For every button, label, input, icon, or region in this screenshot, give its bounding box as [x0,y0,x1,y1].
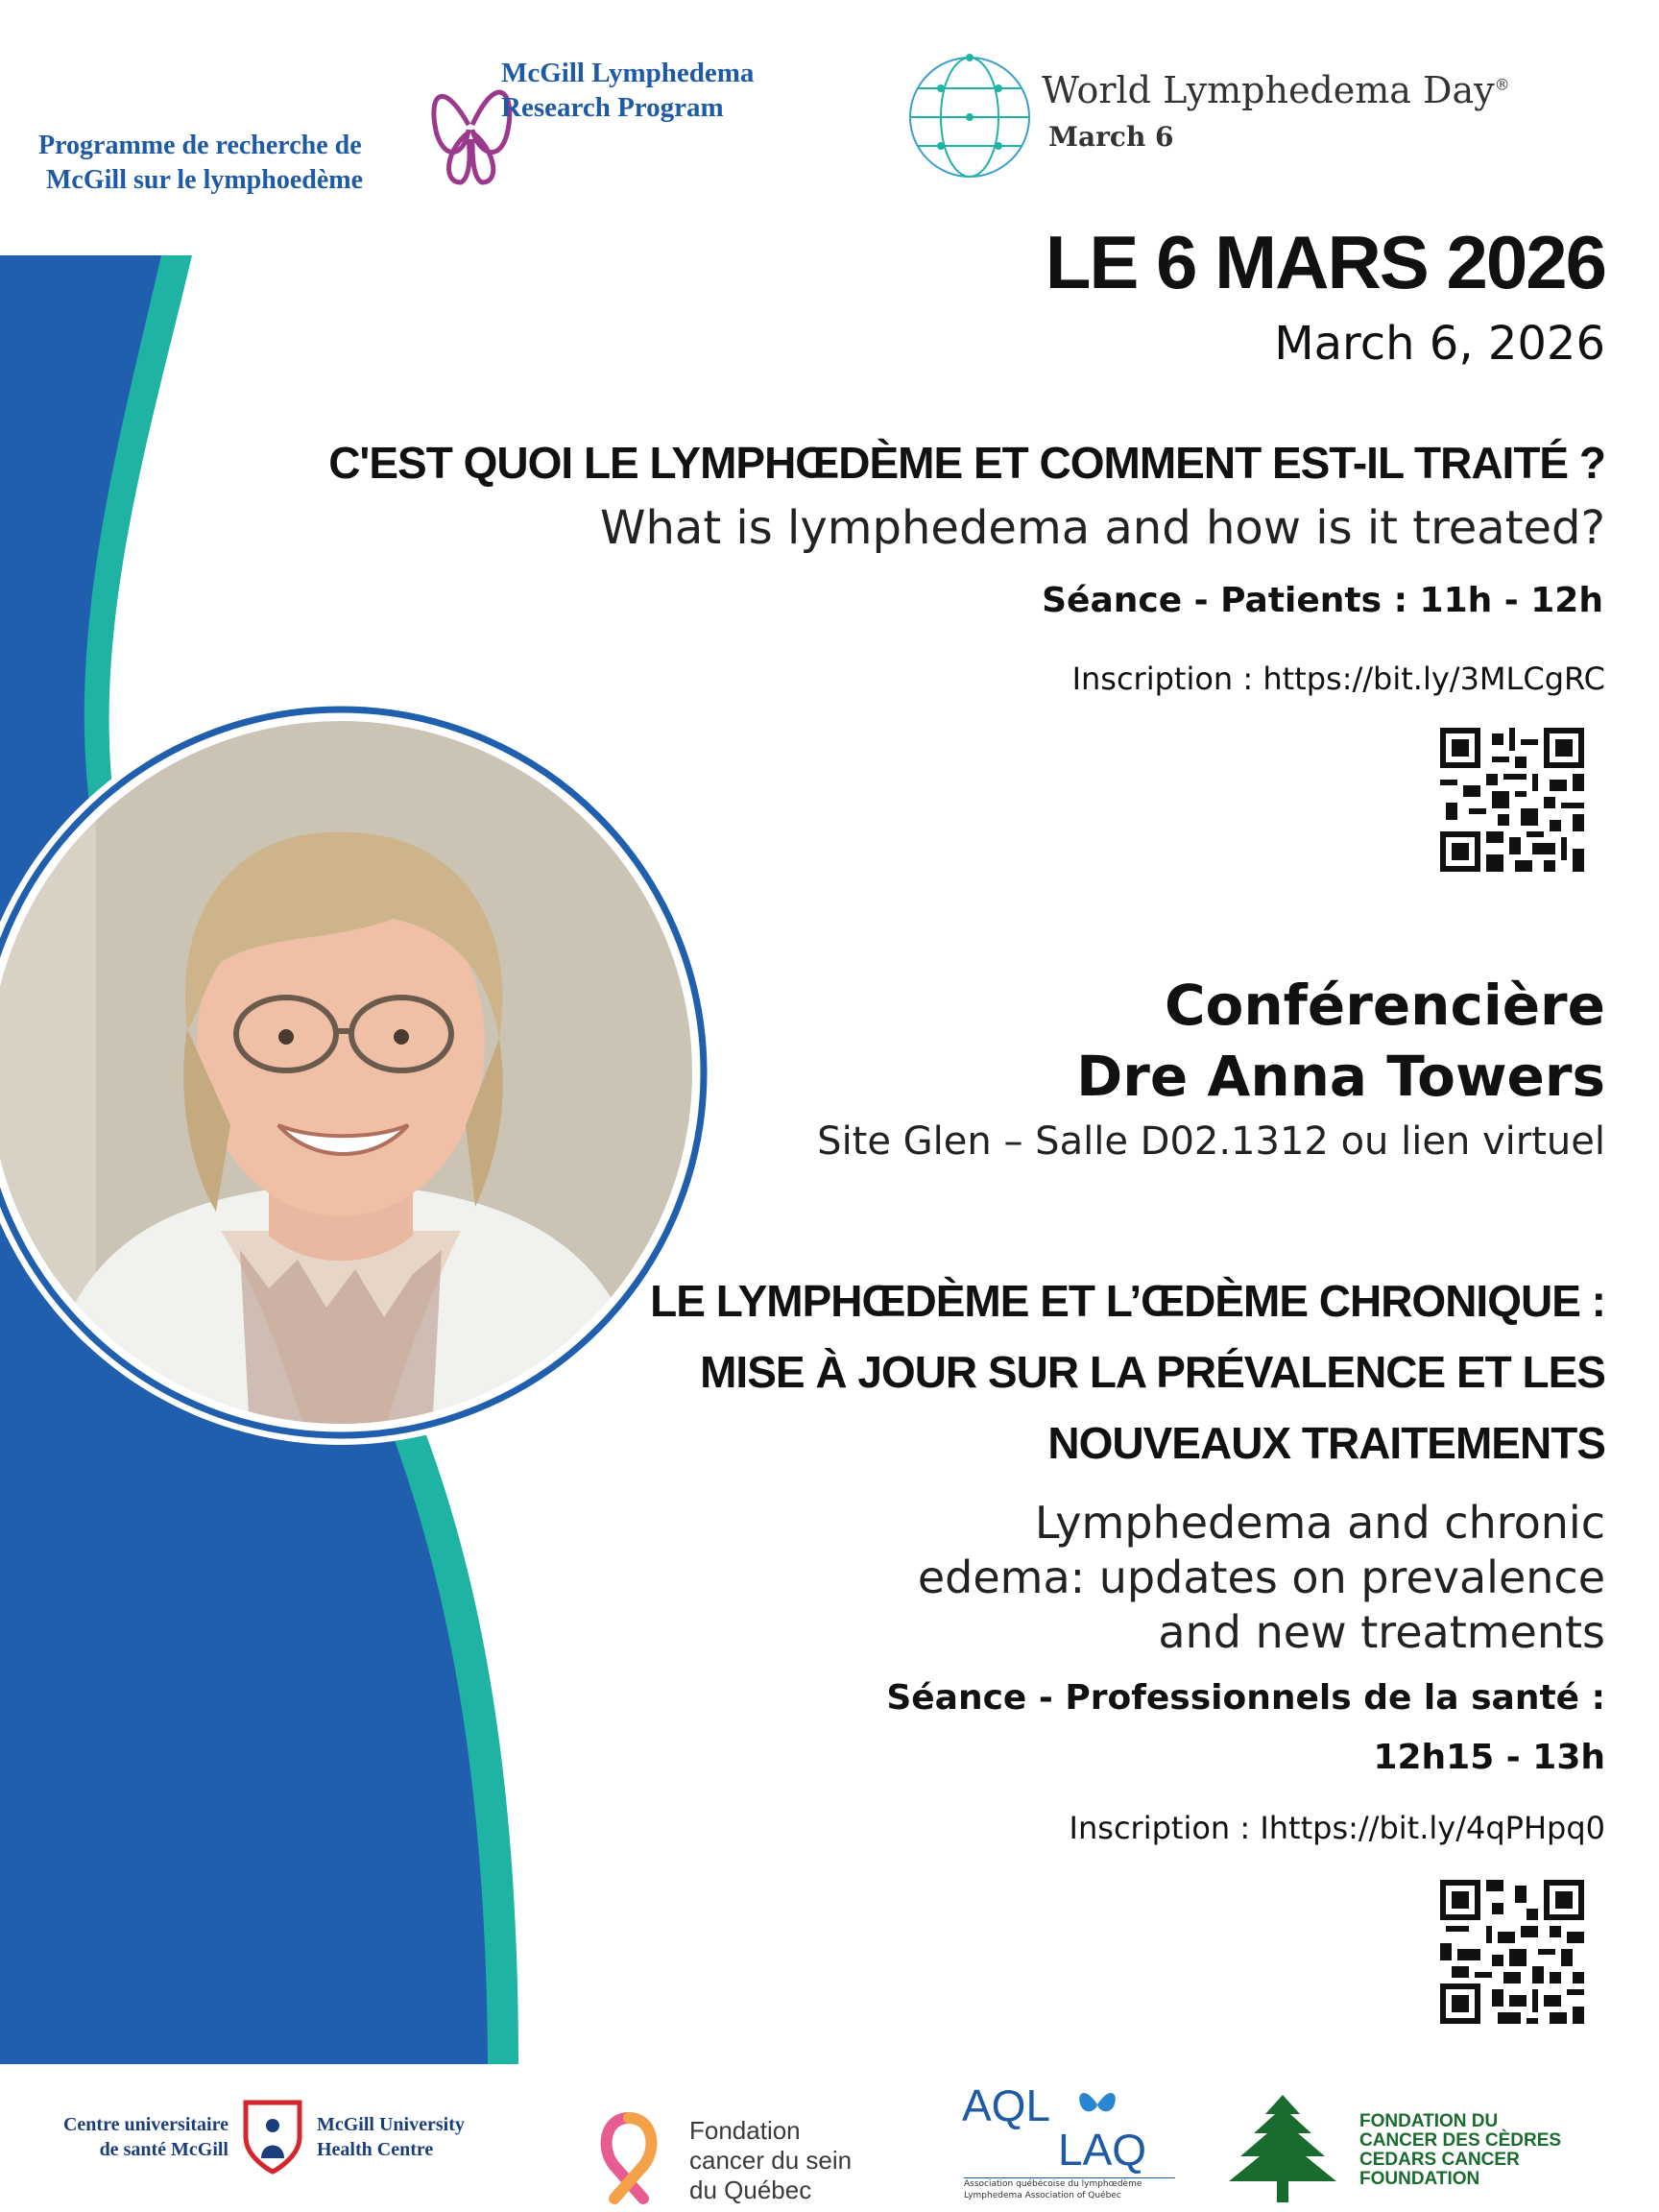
aqlaq-tagline-line1: Association québécoise du lymphœdème [964,2179,1142,2189]
session2-title-en-line3: and new treatments [1158,1606,1605,1658]
wld-date: March 6 [1048,121,1174,153]
speaker-role: Conférencière [1164,973,1605,1038]
muhc-fr-line2: de santé McGill [99,2139,228,2160]
mcgill-program-en-line2: Research Program [501,92,724,123]
muhc-en [317,2112,465,2162]
aqlaq-top: AQL [962,2080,1051,2130]
pink-ribbon-icon [586,2110,672,2206]
session1-title-en: What is lymphedema and how is it treated? [600,501,1605,555]
aqlaq-butterfly-icon [1075,2085,1119,2122]
fcsq-line1: Fondation [689,2116,801,2145]
aqlaq-tagline-line2: Lymphedema Association of Québec [964,2191,1121,2200]
cedars-name [1359,2112,1561,2189]
cedars-line4: FOUNDATION [1359,2169,1480,2189]
session2-qr-code[interactable] [1440,1880,1584,2024]
cedars-line3: CEDARS CANCER [1359,2150,1520,2170]
speaker-photo [0,712,701,1432]
speaker-location: Site Glen – Salle D02.1312 ou lien virtuel [817,1119,1605,1164]
session1-time: Séance - Patients : 11h - 12h [1042,581,1603,620]
muhc-fr-line1: Centre universitaire [62,2114,228,2135]
session1-title-fr: C'EST QUOI LE LYMPHŒDÈME ET COMMENT EST-IL TRAITÉ ? [328,438,1605,488]
fcsq-line2: cancer du sein [689,2146,853,2175]
session2-registration-link[interactable]: Inscription : Ihttps://bit.ly/4qPHpq0 [1069,1810,1605,1846]
cedar-tree-icon [1225,2093,1340,2204]
session2-title-fr-line1: LE LYMPHŒDÈME ET L’ŒDÈME CHRONIQUE : [650,1276,1605,1326]
mcgill-program-fr-line2: McGill sur le lymphoedème [46,165,363,195]
session2-title-fr [650,1265,1605,1479]
mcgill-program-en [501,56,754,125]
session1-registration-link[interactable]: Inscription : https://bit.ly/3MLCgRC [1071,661,1605,697]
globe-icon [902,50,1037,184]
speaker-block [1076,970,1605,1112]
session2-title-en-line1: Lymphedema and chronic [1034,1497,1605,1549]
mcgill-program-en-line1: McGill Lymphedema [501,58,755,88]
cedars-line1: FONDATION DU [1359,2111,1499,2131]
session2-title-fr-line3: NOUVEAUX TRAITEMENTS [1047,1418,1605,1468]
fcsq-name [689,2116,852,2205]
wld-title: World Lymphedema Day® [1042,69,1510,111]
muhc-shield-icon [242,2099,303,2176]
session2-time-range: 12h15 - 13h [1373,1738,1605,1777]
mcgill-program-fr-line1: Programme de recherche de [38,131,362,160]
session2-time-label: Séance - Professionnels de la santé : [886,1678,1605,1718]
session2-title-en-line2: edema: updates on prevalence [917,1551,1605,1603]
speaker-name: Dre Anna Towers [1076,1044,1605,1109]
session2-time [886,1669,1605,1788]
muhc-en-line2: Health Centre [317,2139,434,2160]
muhc-en-line1: McGill University [317,2114,465,2135]
event-date-fr: LE 6 MARS 2026 [1045,220,1605,304]
session1-qr-code[interactable] [1440,728,1584,872]
aqlaq-tagline [964,2177,1175,2201]
mcgill-program-fr [38,129,363,198]
session2-title-en [918,1496,1605,1660]
session2-title-fr-line2: MISE À JOUR SUR LA PRÉVALENCE ET LES [700,1347,1605,1397]
fcsq-line3: du Québec [689,2176,812,2204]
event-date-en: March 6, 2026 [1274,317,1605,371]
muhc-fr [36,2112,228,2162]
cedars-line2: CANCER DES CÈDRES [1359,2130,1562,2151]
aqlaq-bottom: LAQ [1058,2125,1147,2175]
